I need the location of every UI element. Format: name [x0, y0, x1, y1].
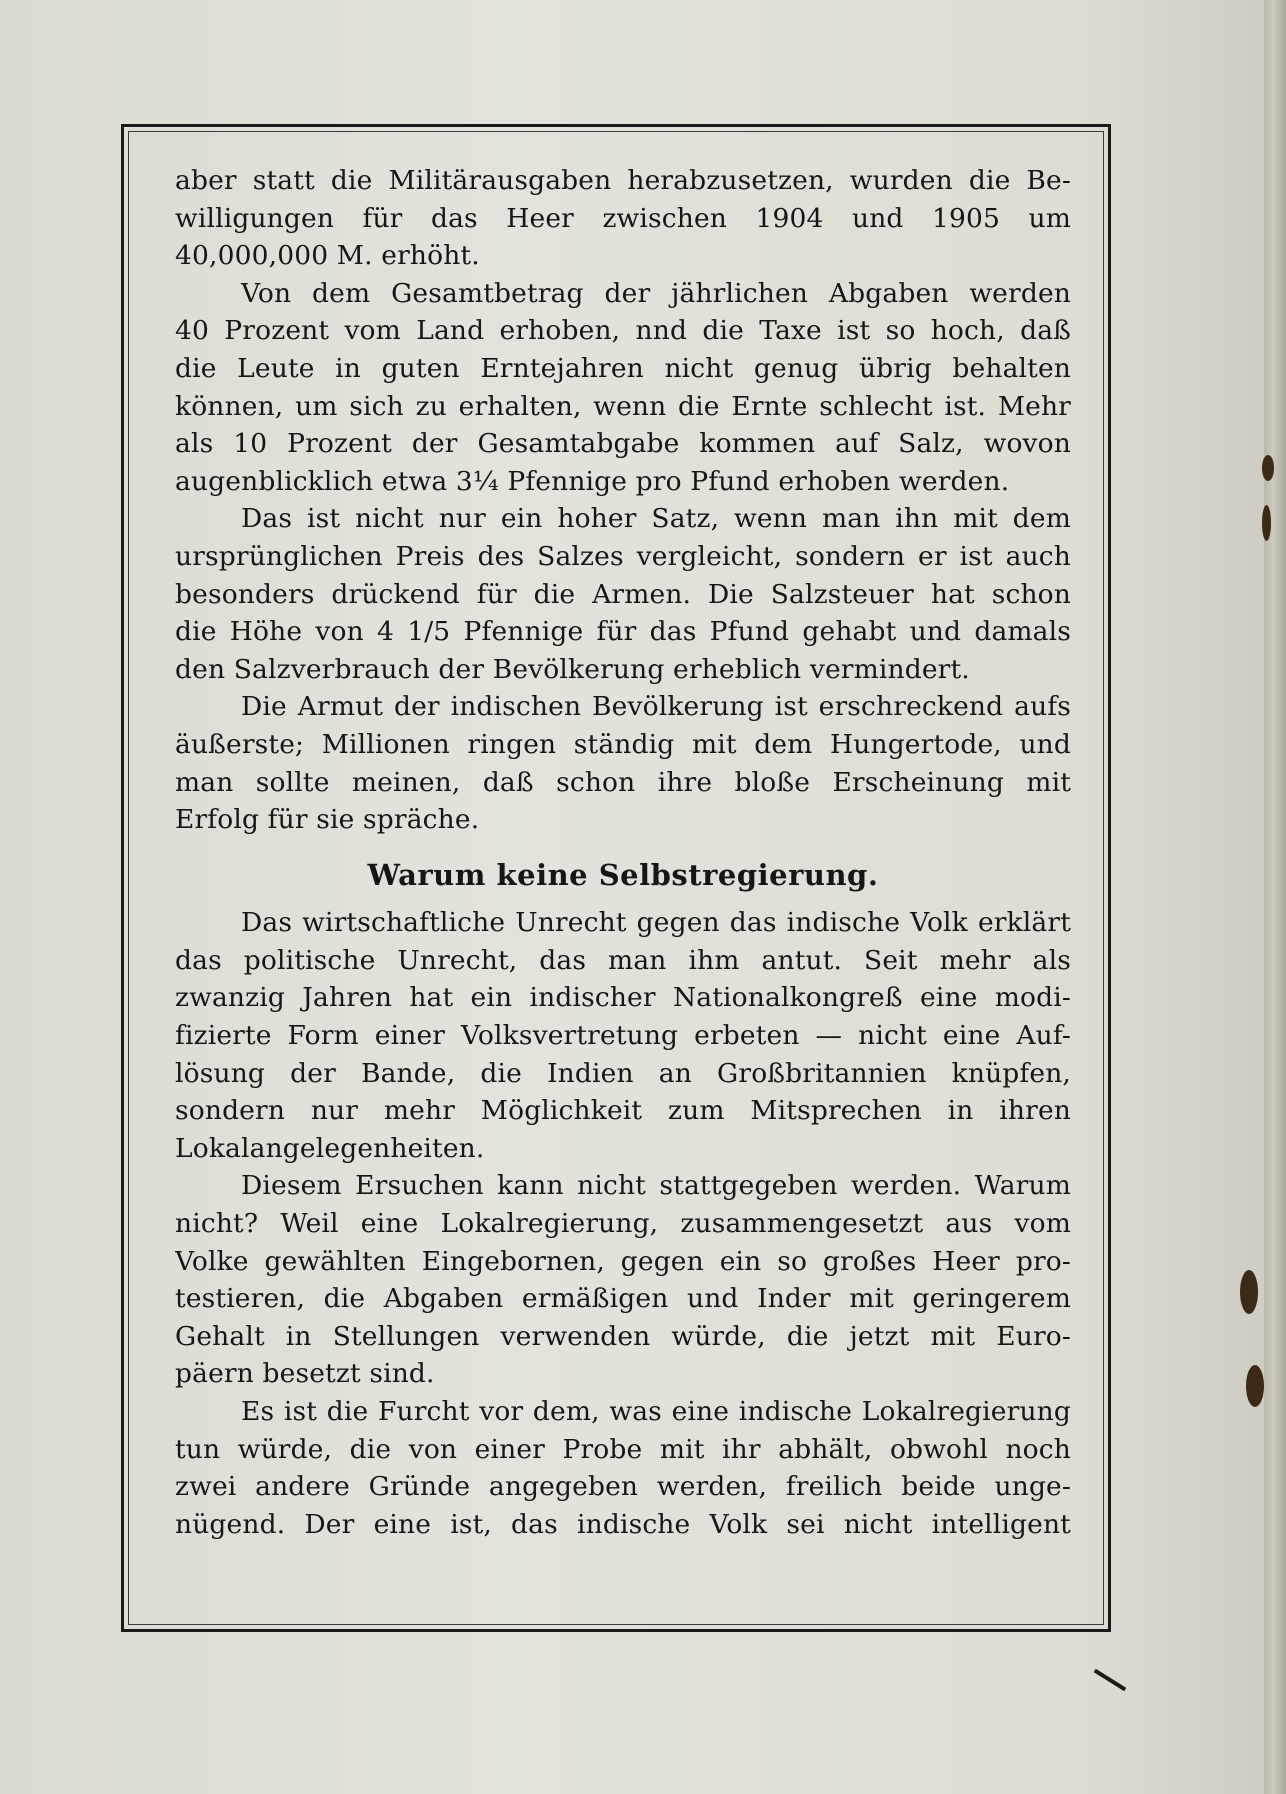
stain-mark — [1246, 1365, 1264, 1407]
text-line: 40,000,000 M. erhöht. — [175, 240, 480, 272]
text-line: man sollte meinen, daß schon ihre bloße Erscheinung mit — [175, 766, 1071, 798]
text-line: willigungen für das Heer zwischen 1904 und 1905 um — [175, 202, 1071, 234]
text-line: päern besetzt sind. — [175, 1358, 435, 1390]
section-heading: Warum keine Selbstregierung. — [367, 857, 879, 892]
text-line: Es ist die Furcht vor dem, was eine indische Lokalregierung — [241, 1396, 1071, 1427]
text-line: äußerste; Millionen ringen ständig mit dem Hungertode, und — [175, 728, 1071, 760]
text-line: als 10 Prozent der Gesamtabgabe kommen auf Salz, wovon — [175, 428, 1071, 460]
text-line: zwanzig Jahren hat ein indischer Nationalkongreß eine modi- — [175, 982, 1071, 1014]
text-line: 40 Prozent vom Land erhoben, nnd die Taxe ist so hoch, daß — [175, 315, 1071, 347]
text-line: nügend. Der eine ist, das indische Volk sei nicht intelligent — [175, 1508, 1071, 1540]
text-line: Lokalangelegenheiten. — [175, 1132, 485, 1164]
text-line: die Höhe von 4 1/5 Pfennige für das Pfund gehabt und damals — [175, 616, 1071, 648]
text-line: aber statt die Militärausgaben herabzusetzen, wurden die Be- — [175, 165, 1071, 196]
text-line: lösung der Bande, die Indien an Großbritannien knüpfen, — [175, 1057, 1071, 1089]
text-line: testieren, die Abgaben ermäßigen und Inder mit geringerem — [175, 1283, 1071, 1315]
page-edge — [1264, 0, 1286, 1794]
text-line: besonders drückend für die Armen. Die Salzsteuer hat schon — [175, 578, 1071, 610]
text-line: nicht? Weil eine Lokalregierung, zusammengesetzt aus vom — [175, 1208, 1071, 1240]
text-line: ursprünglichen Preis des Salzes vergleicht, sondern er ist auch — [175, 540, 1071, 572]
text-line: können, um sich zu erhalten, wenn die Ernte schlecht ist. Mehr — [175, 390, 1071, 422]
text-line: Diesem Ersuchen kann nicht stattgegeben werden. Warum — [241, 1170, 1071, 1202]
text-line: Das wirtschaftliche Unrecht gegen das indische Volk erklärt — [241, 907, 1071, 939]
stain-mark — [1240, 1270, 1258, 1314]
text-line: sondern nur mehr Möglichkeit zum Mitsprechen in ihren — [175, 1095, 1071, 1127]
text-line: Von dem Gesamtbetrag der jährlichen Abgaben werden — [241, 277, 1071, 309]
text-line: Gehalt in Stellungen verwenden würde, die jetzt mit Euro- — [175, 1320, 1071, 1352]
text-line: den Salzverbrauch der Bevölkerung erheblich vermindert. — [175, 653, 970, 685]
text-line: fizierte Form einer Volksvertretung erbeten — nicht eine Auf- — [175, 1020, 1071, 1052]
stain-mark — [1262, 505, 1271, 541]
section-2 — [175, 904, 1071, 1543]
text-line: Erfolg für sie spräche. — [175, 804, 480, 836]
section-1 — [175, 162, 1071, 839]
text-line: tun würde, die von einer Probe mit ihr abhält, obwohl noch — [175, 1433, 1071, 1465]
text-line: Die Armut der indischen Bevölkerung ist erschreckend aufs — [241, 691, 1071, 723]
text-line: Das ist nicht nur ein hoher Satz, wenn man ihn mit dem — [241, 503, 1071, 535]
body-text — [175, 162, 1071, 1543]
text-line: augenblicklich etwa 3¼ Pfennige pro Pfund erhoben werden. — [175, 465, 1010, 497]
text-line: Volke gewählten Eingebornen, gegen ein so großes Heer pro- — [175, 1245, 1071, 1277]
text-line: das politische Unrecht, das man ihm antut. Seit mehr als — [175, 944, 1071, 976]
text-line: die Leute in guten Erntejahren nicht genug übrig behalten — [175, 352, 1071, 384]
stain-mark — [1262, 455, 1274, 481]
text-line: zwei andere Gründe angegeben werden, freilich beide unge- — [175, 1471, 1071, 1503]
